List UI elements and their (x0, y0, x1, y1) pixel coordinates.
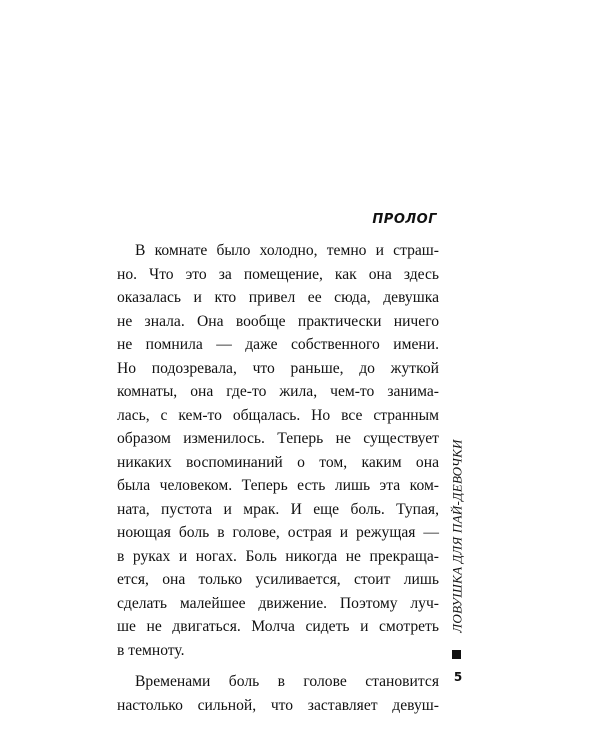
text-line: комнаты, она где-то жила, чем-то занима- (117, 383, 439, 400)
text-line: но. Что это за помещение, как она здесь (117, 265, 439, 283)
chapter-title: ПРОЛОГ (372, 212, 437, 227)
text-line: сделать малейшее движение. Поэтому луч- (117, 594, 439, 612)
square-marker-icon (452, 650, 461, 659)
text-line: ется, она только усиливается, стоит лишь (117, 571, 439, 588)
running-title (448, 420, 468, 652)
text-line: в темноту. (117, 641, 185, 659)
text-line: В комнате было холодно, темно и страш- (135, 242, 439, 259)
text-line: Но подозревала, что раньше, до жуткой (117, 359, 439, 377)
paragraph-gap (117, 662, 439, 670)
text-line: Временами боль в голове становится (135, 673, 439, 690)
text-line: лась, с кем-то общалась. Но все странным (117, 406, 439, 424)
text-line: настолько сильной, что заставляет девуш- (117, 696, 439, 714)
text-line: была человеком. Теперь есть лишь эта ком- (117, 477, 439, 494)
text-line: никаких воспоминаний о том, каким она (117, 453, 439, 471)
text-line: ната, пустота и мрак. И еще боль. Тупая, (117, 500, 439, 518)
text-line: оказалась и кто привел ее сюда, девушка (117, 289, 439, 306)
text-line: не знала. Она вообще практически ничего (117, 312, 439, 330)
page-number: 5 (453, 670, 463, 684)
body-text (117, 239, 439, 717)
text-line: ше не двигаться. Молча сидеть и смотреть (117, 618, 439, 635)
running-title-text: ЛОВУШКА ДЛЯ ПАЙ-ДЕВОЧКИ (450, 439, 466, 633)
text-line: образом изменилось. Теперь не существует (117, 430, 439, 447)
text-line: ноющая боль в голове, острая и режущая — (117, 524, 439, 541)
text-line: не помнила — даже собственного имени. (117, 336, 439, 353)
text-line: в руках и ногах. Боль никогда не прекраща- (117, 547, 439, 565)
